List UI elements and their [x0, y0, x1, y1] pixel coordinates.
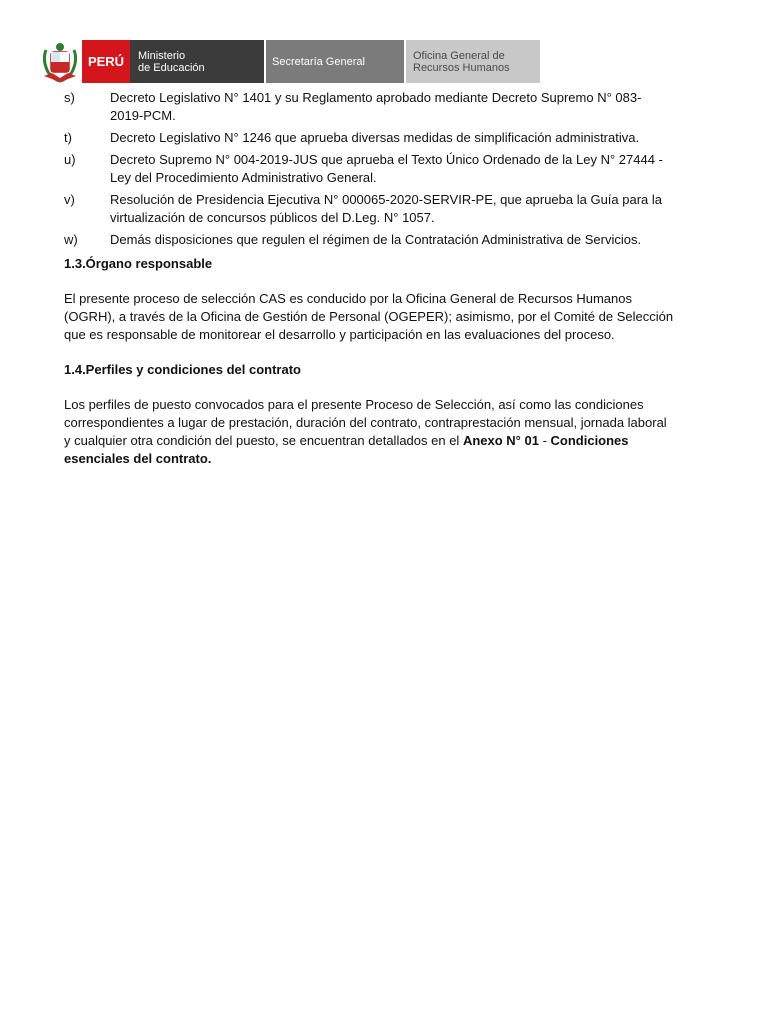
- secretaria-label: Secretaría General: [266, 40, 404, 83]
- ministry-line2: de Educación: [138, 61, 205, 74]
- document-body: [64, 89, 674, 485]
- list-item: [64, 231, 674, 249]
- header-banner: [40, 40, 540, 83]
- list-text: Decreto Legislativo N° 1401 y su Reglamento aprobado mediante Decreto Supremo N° 083-2019-PCM.: [110, 90, 642, 123]
- peru-coat-of-arms-icon: [40, 40, 80, 83]
- paragraph-organo: El presente proceso de selección CAS es conducido por la Oficina General de Recursos Humanos (OGRH), a través de la Oficina de Gestión de Personal (OGEPER); asimismo, por el Comité de Selección que es responsable de monitorear el desarrollo y participación en las evaluaciones del proceso.: [64, 291, 674, 342]
- anexo-title: Condiciones esenciales del contrato.: [64, 433, 629, 466]
- ministry-line1: Ministerio: [138, 49, 186, 62]
- section-title-organo: 1.3.Órgano responsable: [64, 256, 213, 271]
- list-letter: u): [64, 152, 76, 167]
- list-item: [64, 89, 674, 125]
- oficina-label: [406, 40, 540, 83]
- paragraph-perfiles: [64, 396, 674, 468]
- paragraph-separator: -: [538, 433, 551, 448]
- section-title-perfiles: 1.4.Perfiles y condiciones del contrato: [64, 362, 301, 377]
- list-text: Resolución de Presidencia Ejecutiva N° 000065-2020-SERVIR-PE, que aprueba la Guía para la virtualización de concursos públicos del D.Leg. N° 1057.: [110, 192, 663, 225]
- ministry-label: [130, 40, 264, 83]
- oficina-line1: Oficina General de: [413, 49, 505, 62]
- list-item: [64, 151, 674, 187]
- peru-label: PERÚ: [82, 40, 130, 83]
- list-letter: s): [64, 90, 75, 105]
- list-item: [64, 191, 674, 227]
- list-letter: t): [64, 130, 72, 145]
- list-text: Decreto Legislativo N° 1246 que aprueba diversas medidas de simplificación administrativa.: [110, 130, 640, 145]
- list-item: [64, 129, 674, 147]
- anexo-reference: Anexo N° 01: [462, 433, 539, 448]
- list-text: Decreto Supremo N° 004-2019-JUS que aprueba el Texto Único Ordenado de la Ley N° 27444 - Ley del Procedimiento Administrativo General.: [110, 152, 663, 185]
- list-letter: v): [64, 192, 75, 207]
- list-letter: w): [64, 232, 78, 247]
- paragraph-perfiles-text: Los perfiles de puesto convocados para el presente Proceso de Selección, así como las condiciones correspondientes a lugar de prestación, duración del contrato, contraprestación mensual, jornada laboral y cualquier otra condición del puesto, se encuentran detallados en el: [64, 397, 667, 448]
- oficina-line2: Recursos Humanos: [413, 61, 510, 74]
- list-text: Demás disposiciones que regulen el régimen de la Contratación Administrativa de Servicios.: [110, 232, 642, 247]
